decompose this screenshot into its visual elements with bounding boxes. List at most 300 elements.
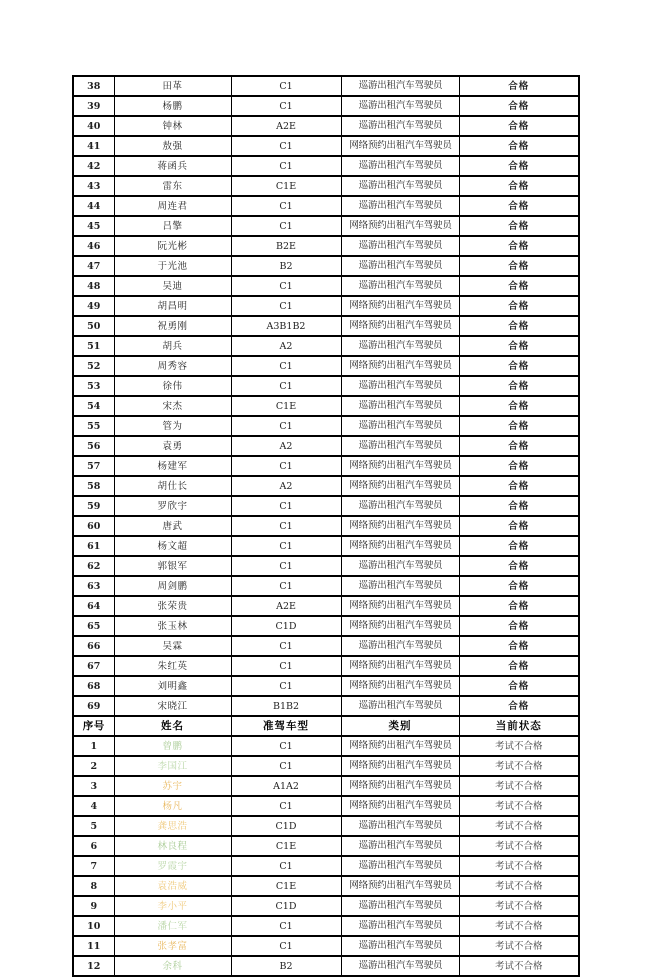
- cell-name: 潘仁军: [114, 916, 231, 936]
- cell-status: 考试不合格: [459, 936, 579, 956]
- cell-index: 10: [73, 916, 114, 936]
- table-row: [73, 596, 579, 616]
- cell-category: [341, 736, 459, 756]
- cell-category: [341, 156, 459, 176]
- cell-name: 唐武: [114, 516, 231, 536]
- cell-license: A2E: [231, 596, 341, 616]
- table-row: [73, 656, 579, 676]
- cell-name: 林良程: [114, 836, 231, 856]
- cell-license: C1: [231, 196, 341, 216]
- category-text: 巡游出租汽车驾驶员: [358, 840, 443, 851]
- cell-category: [341, 376, 459, 396]
- table-row: [73, 496, 579, 516]
- cell-name: 吕擎: [114, 216, 231, 236]
- category-text: 网络预约出租汽车驾驶员: [349, 360, 452, 371]
- table-row: [73, 816, 579, 836]
- table-row: [73, 636, 579, 656]
- cell-license: A1A2: [231, 776, 341, 796]
- table-header-row: [73, 716, 579, 736]
- cell-category: [341, 556, 459, 576]
- cell-index: 46: [73, 236, 114, 256]
- cell-category: [341, 956, 459, 976]
- category-text: 巡游出租汽车驾驶员: [358, 580, 443, 591]
- table-row: [73, 416, 579, 436]
- cell-category: [341, 76, 459, 96]
- cell-status: 合格: [459, 536, 579, 556]
- table-row: [73, 116, 579, 136]
- cell-category: [341, 336, 459, 356]
- cell-category: [341, 436, 459, 456]
- cell-license: A2: [231, 436, 341, 456]
- cell-status: 合格: [459, 456, 579, 476]
- cell-category: [341, 176, 459, 196]
- category-text: 巡游出租汽车驾驶员: [358, 100, 443, 111]
- cell-index: 65: [73, 616, 114, 636]
- category-text: 网络预约出租汽车驾驶员: [349, 680, 452, 691]
- table-row: [73, 796, 579, 816]
- category-text: 巡游出租汽车驾驶员: [358, 280, 443, 291]
- category-text: 巡游出租汽车驾驶员: [358, 420, 443, 431]
- cell-name: 徐伟: [114, 376, 231, 396]
- cell-status: 合格: [459, 556, 579, 576]
- table-row: [73, 736, 579, 756]
- cell-name: 钟林: [114, 116, 231, 136]
- cell-index: 8: [73, 876, 114, 896]
- table-row: [73, 556, 579, 576]
- cell-name: 朱红英: [114, 656, 231, 676]
- cell-category: [341, 316, 459, 336]
- table-body: [73, 76, 579, 976]
- cell-status: 合格: [459, 636, 579, 656]
- cell-status: 合格: [459, 616, 579, 636]
- cell-license: C1: [231, 376, 341, 396]
- cell-license: C1D: [231, 816, 341, 836]
- cell-license: C1: [231, 736, 341, 756]
- cell-status: 合格: [459, 656, 579, 676]
- cell-index: 3: [73, 776, 114, 796]
- table-row: [73, 136, 579, 156]
- cell-name: 杨文超: [114, 536, 231, 556]
- cell-license: C1E: [231, 836, 341, 856]
- cell-name: 胡兵: [114, 336, 231, 356]
- cell-category: [341, 136, 459, 156]
- cell-index: 69: [73, 696, 114, 716]
- cell-name: 蒋函兵: [114, 156, 231, 176]
- cell-status: 合格: [459, 176, 579, 196]
- cell-category: [341, 756, 459, 776]
- cell-license: A2: [231, 336, 341, 356]
- cell-license: C1: [231, 156, 341, 176]
- category-text: 巡游出租汽车驾驶员: [358, 200, 443, 211]
- cell-license: C1E: [231, 876, 341, 896]
- cell-name: 袁浩威: [114, 876, 231, 896]
- category-text: 网络预约出租汽车驾驶员: [349, 660, 452, 671]
- cell-index: 39: [73, 96, 114, 116]
- table-row: [73, 96, 579, 116]
- cell-category: [341, 836, 459, 856]
- cell-license: C1: [231, 936, 341, 956]
- table-row: [73, 156, 579, 176]
- cell-license: C1: [231, 76, 341, 96]
- cell-index: 49: [73, 296, 114, 316]
- table-row: [73, 396, 579, 416]
- table-row: [73, 776, 579, 796]
- cell-index: 62: [73, 556, 114, 576]
- category-text: 网络预约出租汽车驾驶员: [349, 880, 452, 891]
- cell-name: 吴迪: [114, 276, 231, 296]
- cell-index: 12: [73, 956, 114, 976]
- cell-index: 4: [73, 796, 114, 816]
- category-text: 网络预约出租汽车驾驶员: [349, 140, 452, 151]
- cell-name: 李国江: [114, 756, 231, 776]
- cell-index: 64: [73, 596, 114, 616]
- cell-category: [341, 896, 459, 916]
- cell-status: 考试不合格: [459, 816, 579, 836]
- cell-name: 张孝富: [114, 936, 231, 956]
- cell-license: C1D: [231, 616, 341, 636]
- cell-index: 66: [73, 636, 114, 656]
- results-sheet: [72, 75, 578, 977]
- cell-status: 合格: [459, 216, 579, 236]
- cell-license: C1: [231, 456, 341, 476]
- cell-license: C1: [231, 856, 341, 876]
- table-row: [73, 176, 579, 196]
- cell-index: 7: [73, 856, 114, 876]
- header-category: 类别: [341, 716, 459, 736]
- category-text: 网络预约出租汽车驾驶员: [349, 300, 452, 311]
- cell-license: A2E: [231, 116, 341, 136]
- cell-category: [341, 476, 459, 496]
- category-text: 巡游出租汽车驾驶员: [358, 700, 443, 711]
- cell-name: 杨凡: [114, 796, 231, 816]
- cell-index: 50: [73, 316, 114, 336]
- cell-license: C1: [231, 676, 341, 696]
- cell-name: 周连君: [114, 196, 231, 216]
- cell-category: [341, 656, 459, 676]
- cell-index: 44: [73, 196, 114, 216]
- cell-status: 考试不合格: [459, 896, 579, 916]
- cell-name: 杨鹏: [114, 96, 231, 116]
- cell-license: C1: [231, 756, 341, 776]
- cell-index: 53: [73, 376, 114, 396]
- category-text: 巡游出租汽车驾驶员: [358, 500, 443, 511]
- cell-index: 9: [73, 896, 114, 916]
- cell-index: 63: [73, 576, 114, 596]
- cell-status: 合格: [459, 676, 579, 696]
- cell-index: 11: [73, 936, 114, 956]
- table-row: [73, 836, 579, 856]
- cell-license: A2: [231, 476, 341, 496]
- category-text: 巡游出租汽车驾驶员: [358, 940, 443, 951]
- cell-license: C1: [231, 516, 341, 536]
- cell-index: 42: [73, 156, 114, 176]
- table-row: [73, 696, 579, 716]
- table-row: [73, 916, 579, 936]
- cell-category: [341, 416, 459, 436]
- category-text: 网络预约出租汽车驾驶员: [349, 480, 452, 491]
- cell-name: 于光池: [114, 256, 231, 276]
- table-row: [73, 676, 579, 696]
- table-row: [73, 856, 579, 876]
- cell-index: 38: [73, 76, 114, 96]
- cell-name: 张荣贵: [114, 596, 231, 616]
- category-text: 巡游出租汽车驾驶员: [358, 900, 443, 911]
- category-text: 巡游出租汽车驾驶员: [358, 400, 443, 411]
- cell-name: 田革: [114, 76, 231, 96]
- category-text: 巡游出租汽车驾驶员: [358, 560, 443, 571]
- category-text: 巡游出租汽车驾驶员: [358, 160, 443, 171]
- cell-category: [341, 276, 459, 296]
- table-row: [73, 476, 579, 496]
- cell-license: C1E: [231, 176, 341, 196]
- table-row: [73, 456, 579, 476]
- cell-name: 宋晓江: [114, 696, 231, 716]
- cell-status: 合格: [459, 376, 579, 396]
- cell-category: [341, 596, 459, 616]
- cell-index: 55: [73, 416, 114, 436]
- cell-category: [341, 256, 459, 276]
- category-text: 网络预约出租汽车驾驶员: [349, 220, 452, 231]
- table-row: [73, 296, 579, 316]
- table-row: [73, 376, 579, 396]
- cell-status: 合格: [459, 156, 579, 176]
- cell-license: C1: [231, 216, 341, 236]
- cell-index: 45: [73, 216, 114, 236]
- category-text: 网络预约出租汽车驾驶员: [349, 780, 452, 791]
- cell-license: C1: [231, 496, 341, 516]
- cell-category: [341, 696, 459, 716]
- cell-status: 合格: [459, 596, 579, 616]
- cell-category: [341, 936, 459, 956]
- cell-index: 1: [73, 736, 114, 756]
- cell-status: 合格: [459, 576, 579, 596]
- cell-status: 考试不合格: [459, 736, 579, 756]
- header-license: 准驾车型: [231, 716, 341, 736]
- category-text: 巡游出租汽车驾驶员: [358, 440, 443, 451]
- cell-license: C1: [231, 296, 341, 316]
- cell-status: 考试不合格: [459, 836, 579, 856]
- cell-name: 雷东: [114, 176, 231, 196]
- cell-index: 43: [73, 176, 114, 196]
- cell-name: 余科: [114, 956, 231, 976]
- cell-category: [341, 516, 459, 536]
- cell-license: C1: [231, 796, 341, 816]
- cell-index: 47: [73, 256, 114, 276]
- cell-category: [341, 776, 459, 796]
- cell-name: 胡昌明: [114, 296, 231, 316]
- category-text: 巡游出租汽车驾驶员: [358, 960, 443, 971]
- cell-category: [341, 296, 459, 316]
- cell-status: 合格: [459, 496, 579, 516]
- cell-index: 57: [73, 456, 114, 476]
- category-text: 巡游出租汽车驾驶员: [358, 820, 443, 831]
- cell-license: C1: [231, 276, 341, 296]
- cell-name: 管为: [114, 416, 231, 436]
- cell-status: 合格: [459, 516, 579, 536]
- cell-status: 考试不合格: [459, 956, 579, 976]
- cell-license: C1E: [231, 396, 341, 416]
- table-row: [73, 956, 579, 976]
- category-text: 巡游出租汽车驾驶员: [358, 240, 443, 251]
- header-index: 序号: [73, 716, 114, 736]
- cell-name: 吴霖: [114, 636, 231, 656]
- cell-status: 合格: [459, 76, 579, 96]
- cell-index: 40: [73, 116, 114, 136]
- cell-license: B2: [231, 956, 341, 976]
- cell-category: [341, 816, 459, 836]
- cell-index: 60: [73, 516, 114, 536]
- cell-license: C1: [231, 416, 341, 436]
- category-text: 巡游出租汽车驾驶员: [358, 640, 443, 651]
- cell-category: [341, 196, 459, 216]
- cell-index: 67: [73, 656, 114, 676]
- cell-status: 考试不合格: [459, 756, 579, 776]
- cell-license: C1: [231, 136, 341, 156]
- cell-license: A3B1B2: [231, 316, 341, 336]
- category-text: 网络预约出租汽车驾驶员: [349, 600, 452, 611]
- exam-results-table: [72, 75, 580, 977]
- table-row: [73, 256, 579, 276]
- table-row: [73, 436, 579, 456]
- cell-name: 罗欣宇: [114, 496, 231, 516]
- cell-index: 59: [73, 496, 114, 516]
- cell-category: [341, 916, 459, 936]
- cell-license: B2E: [231, 236, 341, 256]
- category-text: 网络预约出租汽车驾驶员: [349, 620, 452, 631]
- table-row: [73, 356, 579, 376]
- cell-status: 合格: [459, 316, 579, 336]
- category-text: 网络预约出租汽车驾驶员: [349, 800, 452, 811]
- table-row: [73, 316, 579, 336]
- cell-name: 祝勇刚: [114, 316, 231, 336]
- table-row: [73, 536, 579, 556]
- cell-name: 张玉林: [114, 616, 231, 636]
- table-row: [73, 876, 579, 896]
- category-text: 巡游出租汽车驾驶员: [358, 120, 443, 131]
- cell-name: 罗霞宇: [114, 856, 231, 876]
- cell-license: C1: [231, 656, 341, 676]
- cell-category: [341, 496, 459, 516]
- cell-status: 合格: [459, 396, 579, 416]
- cell-name: 杨建军: [114, 456, 231, 476]
- category-text: 巡游出租汽车驾驶员: [358, 180, 443, 191]
- category-text: 网络预约出租汽车驾驶员: [349, 540, 452, 551]
- cell-category: [341, 216, 459, 236]
- cell-status: 合格: [459, 696, 579, 716]
- cell-status: 合格: [459, 476, 579, 496]
- table-row: [73, 576, 579, 596]
- category-text: 巡游出租汽车驾驶员: [358, 860, 443, 871]
- cell-category: [341, 236, 459, 256]
- table-row: [73, 936, 579, 956]
- cell-license: C1: [231, 536, 341, 556]
- cell-license: C1: [231, 576, 341, 596]
- table-row: [73, 336, 579, 356]
- cell-status: 合格: [459, 196, 579, 216]
- cell-category: [341, 96, 459, 116]
- cell-category: [341, 396, 459, 416]
- cell-index: 68: [73, 676, 114, 696]
- cell-name: 宋杰: [114, 396, 231, 416]
- cell-index: 61: [73, 536, 114, 556]
- cell-index: 48: [73, 276, 114, 296]
- cell-category: [341, 636, 459, 656]
- cell-name: 李小平: [114, 896, 231, 916]
- category-text: 网络预约出租汽车驾驶员: [349, 460, 452, 471]
- cell-status: 考试不合格: [459, 796, 579, 816]
- cell-name: 周剑鹏: [114, 576, 231, 596]
- cell-status: 考试不合格: [459, 776, 579, 796]
- category-text: 巡游出租汽车驾驶员: [358, 380, 443, 391]
- category-text: 网络预约出租汽车驾驶员: [349, 740, 452, 751]
- cell-name: 敖强: [114, 136, 231, 156]
- table-row: [73, 196, 579, 216]
- header-status: 当前状态: [459, 716, 579, 736]
- cell-status: 合格: [459, 416, 579, 436]
- cell-category: [341, 456, 459, 476]
- cell-index: 2: [73, 756, 114, 776]
- cell-status: 合格: [459, 336, 579, 356]
- cell-category: [341, 536, 459, 556]
- cell-index: 6: [73, 836, 114, 856]
- cell-status: 合格: [459, 236, 579, 256]
- cell-name: 郭银军: [114, 556, 231, 576]
- cell-category: [341, 356, 459, 376]
- cell-category: [341, 616, 459, 636]
- category-text: 巡游出租汽车驾驶员: [358, 80, 443, 91]
- cell-name: 刘明鑫: [114, 676, 231, 696]
- category-text: 网络预约出租汽车驾驶员: [349, 320, 452, 331]
- cell-status: 合格: [459, 436, 579, 456]
- cell-license: C1: [231, 96, 341, 116]
- cell-license: C1: [231, 556, 341, 576]
- table-row: [73, 216, 579, 236]
- cell-index: 56: [73, 436, 114, 456]
- table-row: [73, 756, 579, 776]
- cell-index: 41: [73, 136, 114, 156]
- table-row: [73, 236, 579, 256]
- cell-status: 合格: [459, 256, 579, 276]
- cell-category: [341, 676, 459, 696]
- table-row: [73, 76, 579, 96]
- cell-name: 苏宇: [114, 776, 231, 796]
- cell-status: 合格: [459, 136, 579, 156]
- cell-category: [341, 576, 459, 596]
- cell-category: [341, 876, 459, 896]
- cell-category: [341, 116, 459, 136]
- cell-status: 考试不合格: [459, 916, 579, 936]
- category-text: 网络预约出租汽车驾驶员: [349, 760, 452, 771]
- cell-status: 合格: [459, 96, 579, 116]
- cell-name: 曾鹏: [114, 736, 231, 756]
- category-text: 网络预约出租汽车驾驶员: [349, 520, 452, 531]
- cell-index: 58: [73, 476, 114, 496]
- cell-license: B1B2: [231, 696, 341, 716]
- cell-license: C1D: [231, 896, 341, 916]
- header-name: 姓名: [114, 716, 231, 736]
- cell-status: 合格: [459, 276, 579, 296]
- cell-index: 5: [73, 816, 114, 836]
- cell-license: C1: [231, 636, 341, 656]
- cell-license: C1: [231, 356, 341, 376]
- cell-license: C1: [231, 916, 341, 936]
- cell-name: 阮光彬: [114, 236, 231, 256]
- cell-category: [341, 856, 459, 876]
- table-row: [73, 616, 579, 636]
- cell-status: 考试不合格: [459, 856, 579, 876]
- table-row: [73, 516, 579, 536]
- category-text: 巡游出租汽车驾驶员: [358, 260, 443, 271]
